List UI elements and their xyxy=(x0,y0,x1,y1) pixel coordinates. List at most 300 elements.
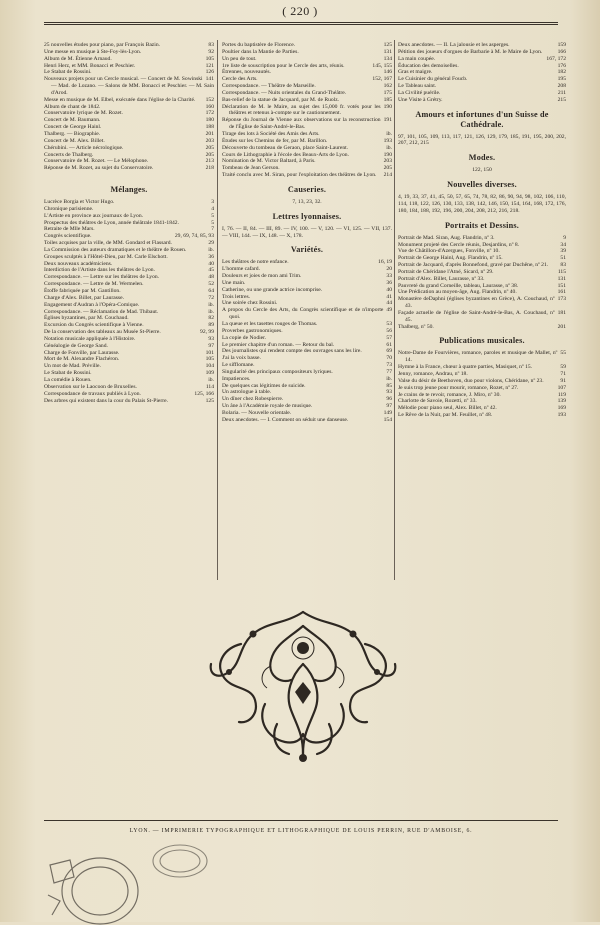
index-entry xyxy=(44,63,214,70)
entry-title: Déclaration de M. le Maire, au sujet des 15,000 fr. votés pour les théâtres et retenus à-compte sur le cautionnement. xyxy=(222,103,381,117)
entry-title: Bas-relief de la statue de Jacquard, par M. de Ruolz. xyxy=(222,96,340,103)
index-entry xyxy=(222,138,392,145)
entry-page: 101 xyxy=(205,349,214,356)
index-entry xyxy=(222,280,392,287)
causeries-pages: 7, 13, 23, 32. xyxy=(292,198,322,205)
index-entry xyxy=(44,97,214,104)
section-heading-lettres: Lettres lyonnaises. xyxy=(272,211,342,221)
entry-title: Proverbes gastronomiques. xyxy=(222,327,283,334)
entry-page: 45 xyxy=(208,267,214,274)
entry-page: 205 xyxy=(205,151,214,158)
index-entry xyxy=(398,276,566,283)
index-entry xyxy=(44,131,214,138)
entry-page: 72 xyxy=(208,294,214,301)
index-entry xyxy=(44,391,214,398)
section-heading-modes: Modes. xyxy=(468,153,496,163)
printer-imprint: LYON. — IMPRIMERIE TYPOGRAPHIQUE ET LITHOGRAPHIQUE DE LOUIS PERRIN, RUE D'AMBOISE, 6. xyxy=(129,828,473,834)
entry-page: 77 xyxy=(386,368,392,375)
entry-title: Correspondance de travaux publiés à Lyon. xyxy=(44,390,141,397)
entry-page: 166 xyxy=(557,48,566,55)
index-entry xyxy=(44,322,214,329)
index-entry xyxy=(222,152,392,159)
entry-title: Correspondance. — Lettre de M. Wermelen. xyxy=(44,281,144,288)
entry-page: ib. xyxy=(208,308,214,315)
entry-title: Découverte du tombeau de Geraon, place Saint-Laurent. xyxy=(222,144,349,151)
entry-title: La main coupée. xyxy=(398,55,436,62)
entry-title: Une main. xyxy=(222,279,246,286)
index-entry xyxy=(398,371,566,378)
entry-page: 41 xyxy=(386,293,392,300)
entry-title: Valse du désir de Beethoven, duo pour violons, Chéridane, nº 23. xyxy=(398,377,544,384)
library-stamp-left xyxy=(40,855,140,925)
entry-title: Églises byzantines, par M. Couchaud. xyxy=(44,315,129,322)
footer-rule xyxy=(44,820,558,821)
entry-title: Le Stabat de Rossini. xyxy=(44,370,92,377)
entry-page: 167, 172 xyxy=(546,55,566,62)
index-entry xyxy=(398,63,566,70)
entry-title: Impatiences. xyxy=(222,375,251,382)
entry-page: 61 xyxy=(386,341,392,348)
entry-title: De quelques cas légitimes de suicide. xyxy=(222,382,306,389)
entry-page: 92 xyxy=(208,48,214,55)
section-heading-varietes: Variétés. xyxy=(290,245,324,255)
entry-title: 25 nouvelles études pour piano, par François Bazin. xyxy=(44,42,161,48)
entry-page: 56 xyxy=(386,327,392,334)
entry-title: Deux anecdotes. — II. La jalousie et les asperges. xyxy=(398,42,510,48)
entry-page: 73 xyxy=(386,362,392,369)
entry-title: Poultier dans la Mantie de Parties. xyxy=(222,48,299,55)
index-entry xyxy=(44,76,214,97)
entry-title: Pauvreté du grand Corneille, tableau, Laurasse, nº 38. xyxy=(398,282,519,289)
entry-page: 161 xyxy=(557,289,566,296)
amours-pages: 97, 101, 105, 109, 113, 117, 121, 126, 129, 179, 185, 191, 195, 200, 202, 207, 212, 215 xyxy=(398,133,566,147)
entry-page: 105 xyxy=(205,356,214,363)
entry-page: 152, 167 xyxy=(372,76,392,83)
entry-page: 40 xyxy=(208,260,214,267)
entry-page: 92, 99 xyxy=(200,329,214,336)
floral-ornament xyxy=(205,604,401,766)
entry-title: Conservatoire lyrique de M. Rozet. xyxy=(44,110,123,117)
entry-title: Une Prédication au moyen-âge, Aug. Flandrin, nº 40. xyxy=(398,289,517,296)
entry-page: 55 xyxy=(560,350,566,357)
index-entry xyxy=(222,342,392,349)
entry-title: Étoffe fabriquée par M. Gantillon. xyxy=(44,288,121,294)
entry-title: Deux anecdotes. — I. Comment on séduit une danseuse. xyxy=(222,416,349,423)
entry-page: 83 xyxy=(208,42,214,48)
entry-title: Concert de M. Baumann. xyxy=(44,117,101,124)
entry-page: 29 xyxy=(208,240,214,247)
entry-page: 215 xyxy=(557,96,566,103)
entry-title: Mort de M. Alexandre Flachéron. xyxy=(44,356,120,363)
index-entry xyxy=(44,302,214,309)
index-entry xyxy=(222,117,392,131)
index-entry xyxy=(222,42,392,49)
entry-title: Concert de M. Alex. Billet. xyxy=(44,137,105,144)
entry-page: 16, 19 xyxy=(378,259,392,266)
entry-page: 146 xyxy=(383,69,392,76)
entry-page: 93 xyxy=(208,335,214,342)
entry-page: 134 xyxy=(383,55,392,62)
entry-title: Portrait de Mad. Siran, Aug. Flandrin, nº 3. xyxy=(398,234,495,241)
entry-title: Éducation des demoiselles. xyxy=(398,62,459,69)
index-entry xyxy=(222,376,392,383)
melanges-list xyxy=(44,199,214,404)
index-entry xyxy=(44,104,214,111)
entry-title: Interdiction de l'Artiste dans les théâtres de Lyon. xyxy=(44,267,155,274)
index-entry xyxy=(44,377,214,384)
index-entry xyxy=(44,117,214,124)
entry-title: Cours de Lithographie à l'école des Beaux-Arts de Lyon. xyxy=(222,151,349,158)
index-entry xyxy=(398,269,566,276)
index-entry xyxy=(44,152,214,159)
varietes-list xyxy=(222,259,392,423)
entry-title: Jenny, romance, Andrau, nº 18. xyxy=(398,371,468,377)
index-entry xyxy=(398,324,566,331)
library-stamp-right xyxy=(150,842,210,880)
entry-page: 57 xyxy=(386,334,392,341)
index-entry xyxy=(44,42,214,49)
entry-title: Je crains de te revoir, romance, J. Miro, nº 30. xyxy=(398,391,501,398)
index-entry xyxy=(398,364,566,371)
entry-title: Une soirée chez Rossini. xyxy=(222,300,278,307)
index-entry xyxy=(398,378,566,385)
entry-page: 125, 166 xyxy=(194,390,214,397)
index-entry xyxy=(44,370,214,377)
index-entry xyxy=(44,158,214,165)
index-entry xyxy=(222,369,392,376)
modes-pages: 122, 150 xyxy=(472,167,492,174)
entry-page: 59 xyxy=(560,364,566,371)
index-entry xyxy=(222,76,392,83)
top-rule-2 xyxy=(44,24,558,25)
entry-page: 193 xyxy=(557,412,566,419)
entry-page: 82 xyxy=(208,315,214,322)
entry-page: 115 xyxy=(557,268,566,275)
index-entry xyxy=(44,56,214,63)
top-rule xyxy=(44,22,558,23)
entry-page: 3 xyxy=(211,199,214,206)
entry-page: 91 xyxy=(560,377,566,384)
entry-title: Étrennes, nouveautés. xyxy=(222,69,271,76)
column-divider-2 xyxy=(394,40,395,580)
entry-title: Tirage des lots à Société des Amis des Arts. xyxy=(222,130,320,137)
index-entry xyxy=(222,294,392,301)
index-entry xyxy=(44,295,214,302)
entry-title: Portes du baptistère de Florence. xyxy=(222,42,296,48)
index-entry xyxy=(222,172,392,179)
entry-title: Excursion du Congrès scientifique à Vienne. xyxy=(44,322,144,329)
index-entry xyxy=(44,206,214,213)
entry-page: 119 xyxy=(557,391,566,398)
index-entry xyxy=(222,307,392,321)
entry-page: 188 xyxy=(205,124,214,131)
entry-title: Généalogie de George Sand. xyxy=(44,342,108,349)
entry-title: Des arbres qui existent dans la cour du Palais St-Pierre. xyxy=(44,397,168,404)
entry-title: Le Cuisinier du général Foucb. xyxy=(398,76,468,83)
index-entry xyxy=(398,248,566,255)
entry-title: Congrès scientifique. xyxy=(44,233,92,240)
entry-title: Correspondance. — Nuits orientales du Grand-Théâtre. xyxy=(222,89,347,96)
entry-title: Observation sur le Laocoon de Bruxelles. xyxy=(44,383,137,390)
entry-title: Notation musicale appliquée à l'Histoire. xyxy=(44,335,136,342)
entry-title: Charge d'Alex. Billet, par Laurasse. xyxy=(44,294,124,301)
entry-title: Portrait de George Hainl, Aug. Flandrin, nº 15. xyxy=(398,255,503,262)
entry-page: 125 xyxy=(205,397,214,404)
entry-title: Henri Herz, et MM. Bonacci et Peschier. xyxy=(44,62,136,69)
index-entry xyxy=(222,97,392,104)
entry-page: 176 xyxy=(557,62,566,69)
entry-title: Prospectus des théâtres de Lyon, année théâtrale 1841-1842. xyxy=(44,219,179,226)
entry-title: Le Stabat de Rossini. xyxy=(44,69,92,76)
index-entry xyxy=(44,233,214,240)
entry-page: 141 xyxy=(205,76,214,83)
entry-title: Bolaria. — Nouvelle orientale. xyxy=(222,409,292,416)
index-entry xyxy=(44,138,214,145)
index-entry xyxy=(398,296,566,310)
entry-title: Un peu de tout. xyxy=(222,55,257,62)
index-entry xyxy=(398,392,566,399)
entry-title: Groupes sculptés à l'Hôtel-Dieu, par M. Carle Elschott. xyxy=(44,253,168,260)
entry-page: 52 xyxy=(208,281,214,288)
entry-page: 70 xyxy=(386,355,392,362)
index-entry xyxy=(44,281,214,288)
index-entry xyxy=(44,254,214,261)
entry-title: Chronique parisienne. xyxy=(44,205,94,212)
entry-page: 105 xyxy=(205,55,214,62)
entry-page: 85 xyxy=(386,382,392,389)
index-entry xyxy=(44,213,214,220)
index-entry xyxy=(44,329,214,336)
entry-title: Pétition des joueurs d'orgues de Barbarie à M. le Maire de Lyon. xyxy=(398,48,543,55)
index-entry xyxy=(44,220,214,227)
entry-title: Lucrèce Borgia et Victor Hugo. xyxy=(44,199,115,206)
section-heading-melanges: Mélanges. xyxy=(110,185,148,195)
anecdotes-list xyxy=(398,42,566,104)
entry-page: 109 xyxy=(205,370,214,377)
entry-title: Traité conclu avec M. Siran, pour l'exploitation des théâtres de Lyon. xyxy=(222,172,377,179)
entry-page: 89 xyxy=(208,322,214,329)
entry-page: 173 xyxy=(557,296,566,303)
entry-page: 20 xyxy=(386,266,392,273)
entry-page: 7 xyxy=(211,226,214,233)
index-entry xyxy=(44,356,214,363)
index-entry xyxy=(222,348,392,355)
entry-title: Portrait de Jacquard, d'après Bonnefond, gravé par Duchêne, nº 21. xyxy=(398,262,549,269)
entry-page: 205 xyxy=(205,144,214,151)
entry-page: 152 xyxy=(205,96,214,103)
entry-page: 131 xyxy=(383,48,392,55)
index-entry xyxy=(398,405,566,412)
index-entry xyxy=(44,49,214,56)
entry-page: 162 xyxy=(383,83,392,90)
index-entry xyxy=(398,56,566,63)
entry-page: 159 xyxy=(557,42,566,48)
entry-page: 185 xyxy=(383,96,392,103)
entry-page: 190 xyxy=(383,151,392,158)
index-entry xyxy=(222,90,392,97)
entry-title: De la conservation des tableaux au Musée St-Pierre. xyxy=(44,329,161,336)
entry-page: 44 xyxy=(386,300,392,307)
entry-title: Retraite de Mlle Mars. xyxy=(44,226,95,233)
entry-title: Deux nouveaux académiciens. xyxy=(44,260,113,267)
entry-title: Portrait d'Alex. Billet, Laurasse, nº 33. xyxy=(398,275,485,282)
entry-page: 71 xyxy=(560,371,566,377)
section-heading-publications: Publications musicales. xyxy=(439,336,525,346)
entry-title: Portrait de Chéridane l'Atné, Sicard, nº 29. xyxy=(398,268,494,275)
entry-page: ib. xyxy=(208,376,214,383)
index-entry xyxy=(44,274,214,281)
index-entry xyxy=(222,396,392,403)
entry-title: Je suis trop jeune pour mourir, romance, Rozet, nº 27. xyxy=(398,384,519,391)
entry-title: Mélodie pour piano seul, Alex. Billet, nº 42. xyxy=(398,405,497,412)
entry-title: Trois lettres. xyxy=(222,293,251,300)
index-entry xyxy=(222,56,392,63)
entry-page: ib. xyxy=(386,130,392,137)
entry-title: Monastère deDaphni (églises byzantines en Grèce), A. Couchaud, nº 43. xyxy=(398,296,555,310)
section-heading-nouvelles: Nouvelles diverses. xyxy=(447,180,517,190)
entry-title: Correspondance. — Théâtre de Marseille. xyxy=(222,83,316,90)
entry-page: 9 xyxy=(563,234,566,241)
entry-title: Thalberg. — Biographie. xyxy=(44,130,101,137)
index-entry xyxy=(44,199,214,206)
entry-title: L'Artiste en province aux journaux de Lyon. xyxy=(44,212,144,219)
index-entry xyxy=(398,69,566,76)
entry-page: 5 xyxy=(211,219,214,226)
entry-title: Messe en musique de M. Elbel, exécutée dans l'église de la Charité. xyxy=(44,96,196,103)
entry-title: Concert de George Hainl. xyxy=(44,124,102,131)
entry-title: Catherine, ou une grande actrice incomprise. xyxy=(222,286,323,293)
entry-page: 201 xyxy=(557,323,566,330)
index-entry xyxy=(398,412,566,419)
entry-page: 182 xyxy=(557,69,566,76)
entry-page: 175 xyxy=(383,89,392,96)
entry-title: Les théâtres de notre enfance. xyxy=(222,259,289,266)
index-entry xyxy=(222,362,392,369)
entry-title: Gras et maigre. xyxy=(398,69,433,76)
entry-title: Le Rêve de la Nuit, par M. Feuillet, nº 48. xyxy=(398,412,493,419)
section-heading-causeries: Causeries. xyxy=(287,184,327,194)
entry-page: 83 xyxy=(560,262,566,269)
entry-title: Charlotte de Savoie, Rozetti, nº 33. xyxy=(398,398,477,405)
entry-title: L'homme cafard. xyxy=(222,266,260,273)
entry-page: 121 xyxy=(205,62,214,69)
index-entry xyxy=(222,266,392,273)
entry-title: La comédie à Rouen. xyxy=(44,376,92,383)
entry-page: 201 xyxy=(205,130,214,137)
index-entry xyxy=(398,76,566,83)
entry-title: La copie de Nodier. xyxy=(222,334,267,341)
entry-page: ib. xyxy=(386,144,392,151)
music-reviews-list xyxy=(44,42,214,172)
index-entry xyxy=(222,83,392,90)
index-entry xyxy=(222,410,392,417)
entry-title: Une messe en musique à Ste-Foy-lès-Lyon. xyxy=(44,48,142,55)
entry-page: 190 xyxy=(383,103,392,110)
entry-page: 191 xyxy=(383,117,392,124)
index-entry xyxy=(222,335,392,342)
entry-title: Album de chant de 1842. xyxy=(44,103,101,110)
entry-title: Conservatoire de M. Rozet. — Le Mélophone. xyxy=(44,158,149,165)
entry-page: 36 xyxy=(208,253,214,260)
index-entry xyxy=(222,49,392,56)
entry-title: Chérubini. — Article nécrologique. xyxy=(44,144,124,151)
entry-page: 181 xyxy=(557,309,566,316)
entry-title: Le sifflomane. xyxy=(222,362,255,369)
entry-page: 149 xyxy=(383,409,392,416)
entry-title: Le premier chapitre d'un roman. — Retour du bal. xyxy=(222,341,335,348)
index-entry xyxy=(44,267,214,274)
index-entry xyxy=(44,240,214,247)
index-entry xyxy=(44,363,214,370)
news-list xyxy=(222,42,392,179)
entry-page: 40 xyxy=(386,286,392,293)
entry-title: Un mot de Mad. Préville. xyxy=(44,363,101,370)
index-entry xyxy=(222,389,392,396)
entry-page: 39 xyxy=(560,248,566,255)
index-entry xyxy=(222,321,392,328)
entry-page: ib. xyxy=(208,301,214,308)
entry-page: 211 xyxy=(557,89,566,96)
index-entry xyxy=(222,417,392,424)
entry-title: Concerts de Thalberg. xyxy=(44,151,94,158)
index-entry xyxy=(398,42,566,49)
entry-page: 203 xyxy=(205,137,214,144)
lettres-pages: I, 76. — II, 84. — III, 89. — IV, 100. — V, 120. — VI, 125. — VII, 137. — VIII, 144. — IX, 148. — X, 178. xyxy=(222,225,392,239)
index-entry xyxy=(222,383,392,390)
entry-title: J'ai la voix basse. xyxy=(222,355,261,362)
index-entry xyxy=(398,97,566,104)
entry-page: 213 xyxy=(205,158,214,165)
entry-page: 160 xyxy=(205,103,214,110)
entry-page: 107 xyxy=(557,384,566,391)
entry-page: 64 xyxy=(208,288,214,294)
entry-title: Douleurs et joies de mon ami Trim. xyxy=(222,273,302,280)
entry-page: 104 xyxy=(205,363,214,370)
index-entry xyxy=(44,336,214,343)
entry-title: Un astrologue à table. xyxy=(222,389,272,396)
entry-page: 195 xyxy=(557,76,566,83)
index-entry xyxy=(222,158,392,165)
column-middle xyxy=(222,42,392,424)
index-entry xyxy=(398,262,566,269)
column-right xyxy=(398,42,566,419)
index-entry xyxy=(222,131,392,138)
index-entry xyxy=(44,124,214,131)
index-entry xyxy=(398,242,566,249)
entry-page: 208 xyxy=(557,83,566,90)
entry-title: Nomination de M. Victor Baltard, à Paris. xyxy=(222,158,316,165)
entry-page: 125 xyxy=(383,42,392,48)
entry-title: Une Visite à Grétry. xyxy=(398,96,443,103)
index-entry xyxy=(44,165,214,172)
entry-title: Toiles acquises par la ville, de MM. Gondard et Flassard. xyxy=(44,240,172,247)
index-entry xyxy=(44,288,214,295)
index-entry xyxy=(222,145,392,152)
entry-page: 126 xyxy=(205,69,214,76)
section-heading-portraits: Portraits et Dessins. xyxy=(444,220,519,230)
entry-page: 93 xyxy=(386,389,392,396)
entry-page: 172 xyxy=(205,110,214,117)
entry-title: Des journalistes qui rendent compte des ouvrages sans les lire. xyxy=(222,348,362,355)
entry-page: 145, 155 xyxy=(372,62,392,69)
entry-title: La queue et les tasettes rouges de Thomas. xyxy=(222,321,318,327)
index-entry xyxy=(44,261,214,268)
entry-page: 97 xyxy=(208,342,214,349)
index-entry xyxy=(398,283,566,290)
entry-page: 33 xyxy=(386,273,392,280)
index-entry xyxy=(398,398,566,405)
index-entry xyxy=(44,69,214,76)
